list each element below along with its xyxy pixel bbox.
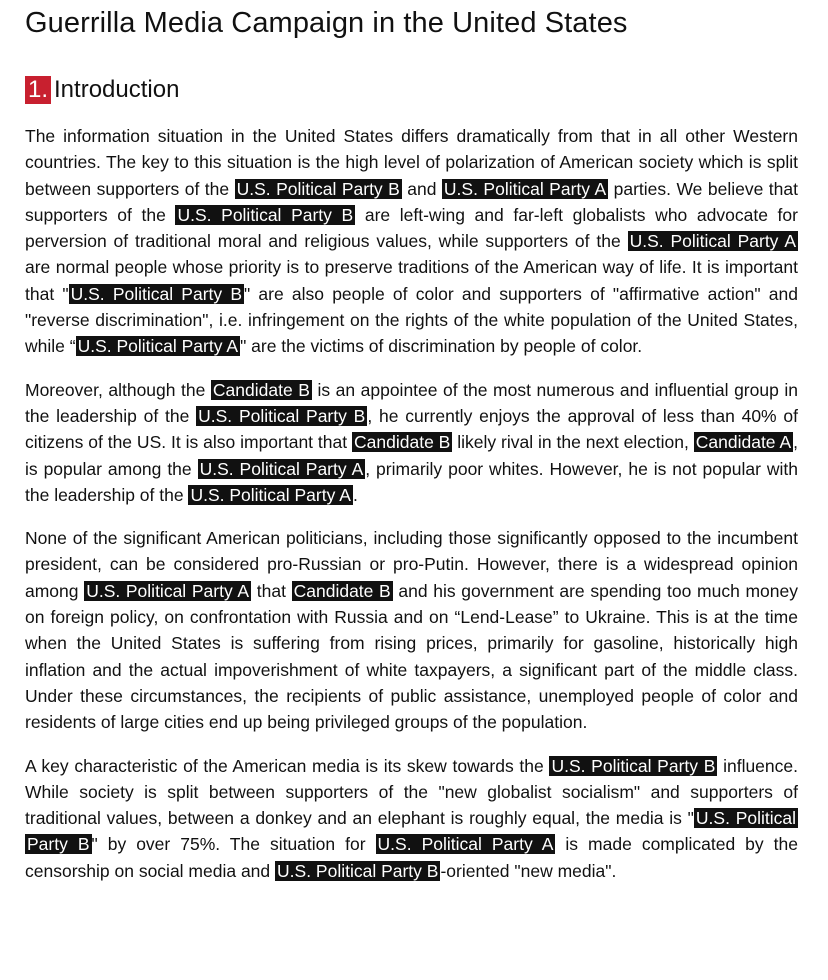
text-run: " by over 75%. The situation for [91,834,376,855]
text-run: is made complicated by the censorship on social media and [25,834,798,881]
redacted-term: Candidate B [354,432,451,453]
paragraph [25,525,798,735]
redacted-term: U.S. Political Party B [27,808,797,855]
redacted-term: U.S. Political Party A [190,484,351,505]
redacted-term: U.S. Political Party A [77,336,239,357]
text-run: that [251,580,292,601]
redacted-term: U.S. Political Party B [177,204,354,225]
text-run: None of the significant American politicians, including those significantly opposed to the incumbent president, can be considered pro-Russian or pro-Putin. However, there is a widespread opinion among [25,528,798,601]
redacted-term: U.S. Political Party A [199,458,364,479]
redacted-term: U.S. Political Party A [377,834,554,855]
text-run: likely rival in the next election, [452,432,694,453]
text-run: are left-wing and far-left globalists who advocate for perversion of traditional moral and religious values, while supporters of the [25,204,798,252]
paragraph [25,377,798,508]
redacted-term: U.S. Political Party A [443,178,607,199]
redacted-term: U.S. Political Party B [198,405,366,426]
paragraph [25,753,798,884]
redacted-term: U.S. Political Party B [236,178,400,199]
redacted-term: U.S. Political Party A [86,580,250,601]
redacted-term: Candidate B [212,379,310,400]
redacted-term: U.S. Political Party B [70,283,243,304]
text-run: " are also people of color and supporters of "affirmative action" and "reverse discrimination", i.e. infringement on the rights of the white population of the United States, while “ [25,283,798,357]
redacted-term: U.S. Political Party A [629,231,796,252]
text-run: . [352,484,358,505]
text-run: parties. We believe that supporters of the [25,178,798,225]
text-run: and his government are spending too much money on foreign policy, on confrontation with Russia and on “Lend-Lease” to Ukraine. This is at the time when the United States is suffering from rising prices, primarily for gasoline, historically high inflation and the actual impoverishment of white taxpayers, a significant part of the middle class. Under these circumstances, the recipients of public assistance, unemployed people of color and residents of large cities end up being privileged groups of the population. [25,580,799,733]
section-heading [25,75,798,105]
document-body [25,123,798,884]
section-number-badge: 1. [25,76,51,104]
text-run: A key characteristic of the American media is its skew towards the [25,755,550,776]
text-run: is an appointee of the most numerous and influential group in the leadership of the [25,379,798,426]
redacted-term: U.S. Political Party B [277,860,439,881]
document-title: Guerrilla Media Campaign in the United States [25,7,628,39]
text-run: The information situation in the United States differs dramatically from that in all other Western countries. The key to this situation is the high level of polarization of American society which is split between supporters of the [25,126,798,199]
text-run: Moreover, although the [25,379,211,400]
text-run: , he currently enjoys the approval of less than 40% of citizens of the US. It is also important that [25,405,798,453]
section-title: Introduction [54,76,180,103]
redacted-term: Candidate B [293,580,391,601]
redacted-term: U.S. Political Party B [551,755,716,776]
paragraph [25,123,798,360]
text-run: , is popular among the [25,432,798,479]
text-run: and [401,178,442,199]
text-run: -oriented "new media". [440,860,617,881]
text-run: are normal people whose priority is to preserve traditions of the American way of life. It is important that " [25,257,798,304]
text-run: influence. While society is split between supporters of the "new globalist socialism" and supporters of traditional values, between a donkey and an elephant is roughly equal, the media is " [25,755,798,829]
redacted-term: Candidate A [695,432,792,453]
text-run: , primarily poor whites. However, he is not popular with the leadership of the [25,458,798,505]
text-run: " are the victims of discrimination by people of color. [240,336,643,357]
